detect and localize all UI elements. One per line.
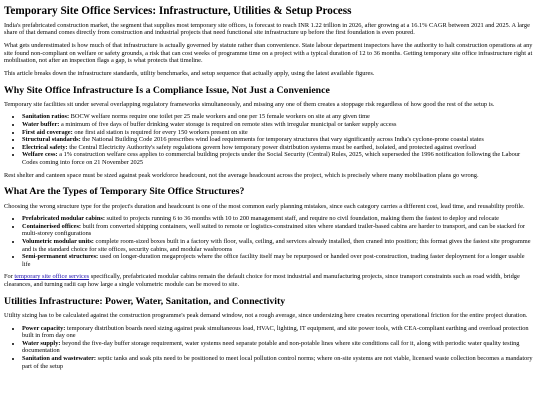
- list-item-text: a minimum of five days of buffer drinking water storage is required on remote sites with irregular municipal or tanker supply access: [61, 121, 397, 129]
- list-item-label: Water supply:: [22, 339, 61, 347]
- section-lead: Choosing the wrong structure type for the project's duration and headcount is one of the most common early planning mistakes, since each category carries a different cost, lead time, and reusability profile.: [4, 202, 525, 210]
- list-item-text: suited to projects running 6 to 36 months with 10 to 200 management staff, and require no civil foundation, making them the fastest to deploy and relocate: [106, 215, 499, 223]
- section-heading-structure-types: What Are the Types of Temporary Site Office Structures?: [4, 186, 245, 198]
- page-title: Temporary Site Office Services: Infrastructure, Utilities & Setup Process: [4, 5, 352, 17]
- list-item-label: Sanitation and wastewater:: [22, 354, 97, 362]
- list-item-text: built from converted shipping containers, well suited to remote or logistics-constrained sites where standard trailer-based cabins are harder to transport, and can be stacked for multi-storey configurations: [22, 222, 526, 238]
- list-item-text: a 1% construction welfare cess applies to commercial building projects under the Social Security (Central) Rules, 2025, which superseded the 1996 notification following the Labour Codes coming into force on 21 November 2025: [22, 151, 521, 167]
- list-item-label: Containerised offices:: [22, 222, 82, 230]
- list-item-label: Power capacity:: [22, 324, 66, 332]
- structure-types-list: [4, 215, 534, 268]
- intro-paragraph: This article breaks down the infrastructure standards, utility benchmarks, and setup sequence that actually apply, using the latest available figures.: [4, 69, 375, 77]
- list-item-text: the Central Electricity Authority's safety regulations govern how temporary power distribution systems must be earthed, isolated, and protected against overload: [69, 143, 477, 151]
- utilities-list: [4, 325, 534, 371]
- list-item: [22, 151, 534, 166]
- compliance-list: [4, 113, 534, 166]
- list-item: [22, 325, 534, 340]
- closing-text-pre: For: [4, 273, 15, 281]
- list-item: [22, 238, 534, 253]
- list-item: [22, 253, 534, 268]
- section-closing: [4, 273, 534, 288]
- list-item-label: Sanitation ratios:: [22, 113, 70, 121]
- list-item-label: Welfare cess:: [22, 151, 58, 159]
- list-item-text: complete room-sized boxes built in a factory with floor, walls, ceiling, and services already installed, then craned into position; this format gives the fastest site programme and is the standard choice for site offices, security cabins, and modular washrooms: [22, 237, 531, 253]
- list-item-label: First aid coverage:: [22, 128, 73, 136]
- list-item: [22, 215, 534, 223]
- list-item-text: one first aid station is required for every 150 workers present on site: [74, 128, 248, 136]
- list-item: [22, 121, 534, 129]
- list-item-label: Prefabricated modular cabins:: [22, 215, 105, 223]
- intro-paragraph: What gets underestimated is how much of that infrastructure is actually governed by statute rather than convenience. State labour department inspectors have the authority to halt construction operations at any site found non-compliant on welfare or safety grounds, a risk that can cost weeks of programme time on a project with a typical duration of 12 to 36 months. Getting temporary site office infrastructure right at mobilisation, not after an inspection flags a gap, is what protects that timeline.: [4, 42, 533, 65]
- list-item-text: the National Building Code 2016 prescribes wind load requirements for temporary structures that vary significantly across India's cyclone-prone coastal states: [82, 136, 484, 144]
- list-item: [22, 355, 534, 370]
- article: [0, 5, 540, 370]
- list-item-text: BOCW welfare norms require one toilet per 25 male workers and one per 15 female workers on site at any given time: [70, 113, 370, 121]
- list-item-text: beyond the five-day buffer storage requirement, water systems need separate potable and non-potable lines where site conditions call for it, along with periodic water quality testing documentation: [22, 339, 520, 355]
- section-lead: Utility sizing has to be calculated against the construction programme's peak demand window, not a rough average, since undersizing here creates recurring operational friction for the entire project duration.: [4, 311, 528, 319]
- temporary-site-office-services-link[interactable]: temporary site office services: [14, 273, 90, 281]
- section-heading-utilities: Utilities Infrastructure: Power, Water, Sanitation, and Connectivity: [4, 295, 286, 307]
- list-item-text: temporary distribution boards need sizing against peak simultaneous load, HVAC, lighting, IT equipment, and site power tools, with CEA-compliant earthing and overload protection built in from day one: [22, 324, 529, 340]
- section-closing: Rest shelter and canteen space must be sized against peak workforce headcount, not the average headcount across the project, which is precisely where many mobilisation plans go wrong.: [4, 171, 479, 179]
- list-item-text: used on longer-duration megaprojects where the office facility itself may be repurposed or handed over post-construction, trading faster deployment for a longer usable life: [22, 253, 525, 268]
- list-item-label: Volumetric modular units:: [22, 237, 94, 245]
- list-item: [22, 340, 534, 355]
- list-item-label: Electrical safety:: [22, 143, 68, 151]
- list-item: [22, 144, 534, 152]
- section-heading-compliance: Why Site Office Infrastructure Is a Compliance Issue, Not Just a Convenience: [4, 84, 330, 96]
- list-item-text: septic tanks and soak pits need to be positioned to meet local pollution control norms; where on-site systems are not viable, licensed waste collection becomes a mandatory part of the setup: [22, 354, 533, 370]
- list-item: [22, 113, 534, 121]
- list-item-label: Water buffer:: [22, 121, 60, 129]
- section-lead: Temporary site facilities sit under several overlapping regulatory frameworks simultaneously, and missing any one of them creates a stoppage risk regardless of how good the rest of the setup is.: [4, 100, 495, 108]
- list-item-label: Semi-permanent structures:: [22, 253, 99, 261]
- list-item: [22, 223, 534, 238]
- list-item-label: Structural standards:: [22, 136, 81, 144]
- intro-paragraph: India's prefabricated construction market, the segment that supplies most temporary site offices, is forecast to reach INR 1.22 trillion in 2026, after growing at a 16.1% CAGR between 2021 and 2025. A large share of that demand comes directly from construction and industrial projects that need functional site infrastructure up before the first foundation is even poured.: [4, 21, 530, 37]
- closing-text-post: specifically, prefabricated modular cabins remain the default choice for most industrial and manufacturing projects, since transport constraints such as road width, bridge clearances, and turning radii cap how large a single volumetric module can be moved to site.: [4, 273, 520, 289]
- list-item: [22, 136, 534, 144]
- list-item: [22, 129, 534, 137]
